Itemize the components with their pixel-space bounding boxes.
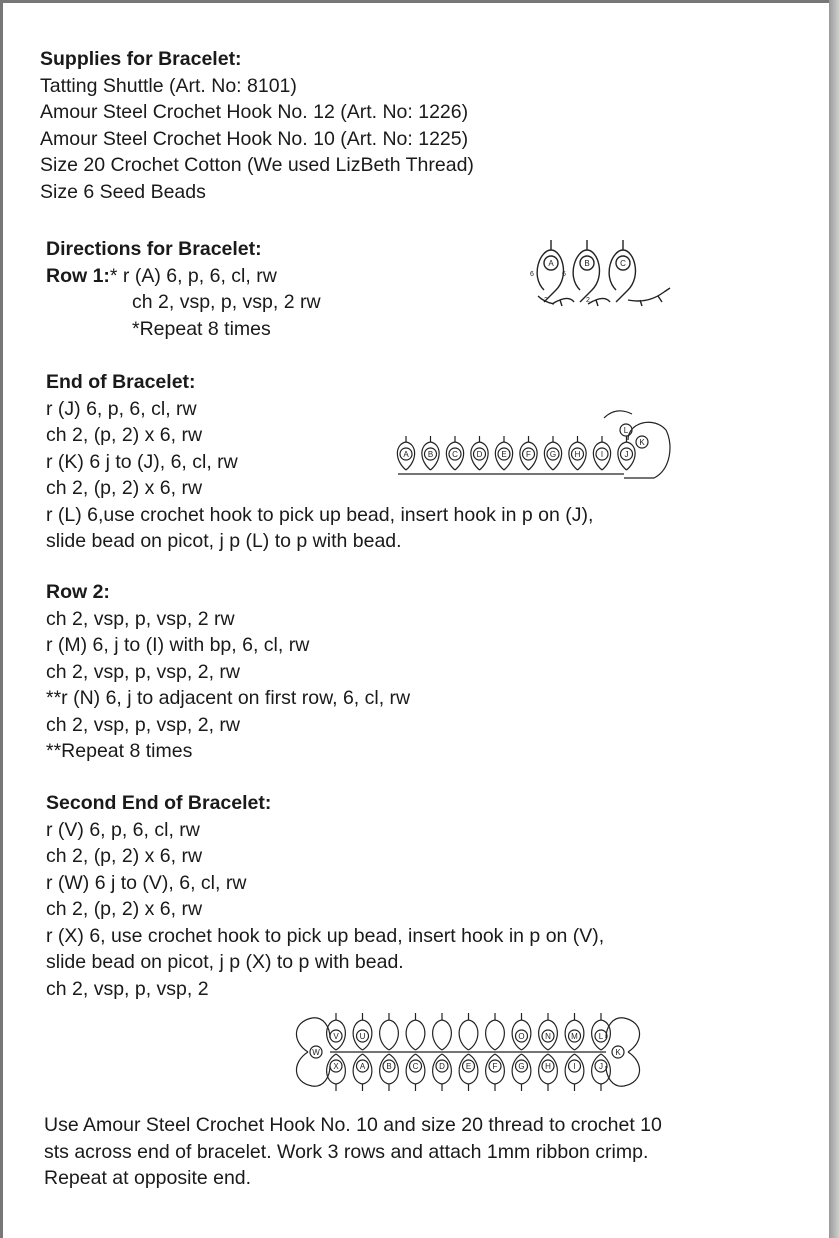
bottom-ring-label: H xyxy=(545,1062,551,1071)
second-end-line: ch 2, (p, 2) x 6, rw xyxy=(46,845,203,867)
finishing-line: Use Amour Steel Crochet Hook No. 10 and size 20 thread to crochet 10 xyxy=(44,1114,662,1136)
row2-section xyxy=(46,579,410,765)
count-label: 2 xyxy=(544,297,548,304)
bottom-ring-label: C xyxy=(412,1062,419,1071)
end-of-bracelet-diagram xyxy=(392,402,674,488)
top-ring xyxy=(486,1020,505,1050)
end-line: r (L) 6,use crochet hook to pick up bead, insert hook in p on (J), xyxy=(46,503,594,526)
bottom-ring-label: J xyxy=(599,1062,603,1071)
top-ring xyxy=(433,1020,452,1050)
end-line: ch 2, (p, 2) x 6, rw xyxy=(46,477,203,499)
supply-item: Size 20 Crochet Cotton (We used LizBeth Thread) xyxy=(40,154,474,176)
top-ring-label: U xyxy=(359,1032,366,1041)
ring-label-a: A xyxy=(548,259,554,268)
top-ring-label: L xyxy=(598,1032,604,1041)
bottom-ring-label: F xyxy=(492,1062,498,1071)
end-ring-label: W xyxy=(312,1048,320,1057)
finishing-line: Repeat at opposite end. xyxy=(44,1167,252,1189)
row1-text: * r (A) 6, p, 6, cl, rw xyxy=(109,264,277,287)
top-ring-label: M xyxy=(571,1032,578,1041)
bottom-ring-label: X xyxy=(333,1062,339,1071)
end-ring-label: K xyxy=(639,438,645,447)
ring-label-b: B xyxy=(584,259,590,268)
bottom-ring-label: B xyxy=(386,1062,392,1071)
directions-section xyxy=(46,236,321,342)
second-end-heading: Second End of Bracelet: xyxy=(46,792,272,814)
supply-item: Size 6 Seed Beads xyxy=(40,180,206,203)
row1-label: Row 1: xyxy=(46,264,110,287)
ring-label: A xyxy=(403,450,409,459)
second-end-line: r (V) 6, p, 6, cl, rw xyxy=(46,818,200,841)
count-label: 6 xyxy=(562,271,566,278)
finishing-section xyxy=(44,1112,662,1192)
ring-label: B xyxy=(427,450,434,459)
end-line: r (K) 6 j to (J), 6, cl, rw xyxy=(46,450,238,473)
second-end-line: slide bead on picot, j p (X) to p with bead. xyxy=(46,951,404,973)
bottom-ring-label: D xyxy=(439,1062,445,1071)
second-end-line: ch 2, vsp, p, vsp, 2 xyxy=(46,977,209,1000)
row1-tatting-diagram xyxy=(524,236,674,310)
top-ring-label: O xyxy=(518,1032,525,1041)
bottom-ring-label: A xyxy=(359,1062,366,1071)
row2-line: ch 2, vsp, p, vsp, 2 rw xyxy=(46,607,235,630)
row2-line: ch 2, vsp, p, vsp, 2, rw xyxy=(46,713,240,736)
second-end-line: r (W) 6 j to (V), 6, cl, rw xyxy=(46,871,247,894)
row2-heading: Row 2: xyxy=(46,581,110,603)
second-end-line: r (X) 6, use crochet hook to pick up bead, insert hook in p on (V), xyxy=(46,924,605,947)
ring-label: C xyxy=(452,450,458,459)
row2-line: ch 2, vsp, p, vsp, 2, rw xyxy=(46,660,240,683)
ring-label: D xyxy=(476,450,483,459)
row2-line: **Repeat 8 times xyxy=(46,740,193,762)
row2-line: r (M) 6, j to (I) with bp, 6, cl, rw xyxy=(46,634,310,656)
top-ring xyxy=(406,1020,425,1050)
supply-item: Tatting Shuttle (Art. No: 8101) xyxy=(40,74,297,97)
row1-line xyxy=(46,263,321,290)
top-ring xyxy=(380,1020,399,1050)
row1-line3: *Repeat 8 times xyxy=(132,317,271,340)
second-end-section xyxy=(46,790,604,1002)
supplies-heading: Supplies for Bracelet: xyxy=(40,48,242,70)
bottom-ring-label: I xyxy=(573,1062,576,1071)
ring-label: J xyxy=(624,450,629,459)
bottom-ring-label: E xyxy=(465,1062,472,1071)
top-ring-label: N xyxy=(545,1032,551,1041)
count-label: 6 xyxy=(530,271,534,278)
ring-label: H xyxy=(574,450,581,459)
supply-item: Amour Steel Crochet Hook No. 10 (Art. No: 1225) xyxy=(40,127,469,150)
second-end-line: ch 2, (p, 2) x 6, rw xyxy=(46,898,203,920)
count-label: 2 xyxy=(586,297,590,304)
row2-line: **r (N) 6, j to adjacent on first row, 6, cl, rw xyxy=(46,687,411,709)
end-line: r (J) 6, p, 6, cl, rw xyxy=(46,397,197,420)
ring-label: F xyxy=(526,450,531,459)
page-shadow xyxy=(829,0,839,1238)
supply-item: Amour Steel Crochet Hook No. 12 (Art. No: 1226) xyxy=(40,101,469,123)
directions-heading: Directions for Bracelet: xyxy=(46,238,262,260)
supplies-section xyxy=(40,46,474,205)
end-ring-label: K xyxy=(615,1048,621,1057)
bottom-ring-label: G xyxy=(518,1062,525,1071)
ring-label: E xyxy=(501,450,507,459)
end-line: slide bead on picot, j p (L) to p with bead. xyxy=(46,530,402,552)
ring-label: I xyxy=(600,450,604,459)
finishing-line: sts across end of bracelet. Work 3 rows and attach 1mm ribbon crimp. xyxy=(44,1140,649,1163)
top-ring-label: V xyxy=(333,1032,339,1041)
ring-label: G xyxy=(549,450,557,459)
end-ring-label: L xyxy=(623,426,629,435)
end-heading: End of Bracelet: xyxy=(46,371,196,393)
ring-label-c: C xyxy=(620,259,626,268)
full-bracelet-diagram xyxy=(290,1008,646,1096)
top-ring xyxy=(459,1020,478,1050)
row1-line2: ch 2, vsp, p, vsp, 2 rw xyxy=(132,291,321,313)
end-line: ch 2, (p, 2) x 6, rw xyxy=(46,424,203,446)
